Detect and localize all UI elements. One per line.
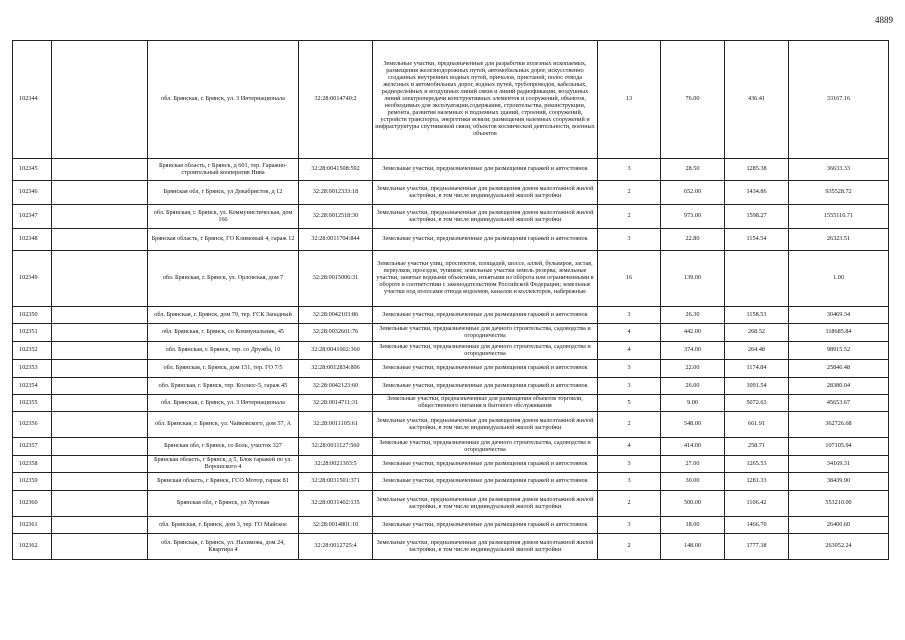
- table-row: [13, 181, 889, 205]
- cadastral-number-cell: 32:28:0021303:5: [299, 456, 373, 473]
- land-use-cell: Земельные участки, предназначенные для размещения гаражей и автостоянок: [373, 473, 598, 491]
- land-use-cell: Земельные участки, предназначенные для размещения гаражей и автостоянок: [373, 456, 598, 473]
- specific-value-cell: 1777.38: [725, 534, 789, 560]
- address-cell: обл. Брянская, г. Брянск, дом 151, тер. ГО 7/5: [148, 360, 299, 378]
- area-cell: 26.00: [661, 378, 725, 395]
- address-cell: Брянская область, г Брянск, д 601, тер. Гаражно-строительный кооператив Нива: [148, 159, 299, 181]
- table-row: [13, 517, 889, 534]
- use-category-cell: 3: [598, 517, 661, 534]
- area-cell: 973.00: [661, 205, 725, 229]
- specific-value-cell: 1285.38: [725, 159, 789, 181]
- row-id-cell: 102346: [13, 181, 52, 205]
- area-cell: 28.50: [661, 159, 725, 181]
- empty-cell: [52, 41, 148, 159]
- area-cell: 22.80: [661, 229, 725, 251]
- cadastral-number-cell: 32:28:0032601:76: [299, 324, 373, 342]
- empty-cell: [52, 491, 148, 517]
- cadastral-value-cell: 36633.33: [789, 159, 889, 181]
- area-cell: 30.00: [661, 473, 725, 491]
- specific-value-cell: 1106.42: [725, 491, 789, 517]
- specific-value-cell: [725, 251, 789, 307]
- cadastral-number-cell: 32:28:0012725:4: [299, 534, 373, 560]
- empty-cell: [52, 473, 148, 491]
- address-cell: обл. Брянская, г. Брянск, дом 3, тер. ГО Майское: [148, 517, 299, 534]
- empty-cell: [52, 205, 148, 229]
- area-cell: 548.00: [661, 412, 725, 438]
- cadastral-value-cell: 26323.51: [789, 229, 889, 251]
- specific-value-cell: 436.41: [725, 41, 789, 159]
- table-row: [13, 307, 889, 324]
- land-use-cell: Земельные участки, предназначенные для дачного строительства, садоводства и огородничества: [373, 342, 598, 360]
- address-cell: обл. Брянская, г. Брянск, ул. Коммунистическая, дом 166: [148, 205, 299, 229]
- cadastral-value-cell: 26400.60: [789, 517, 889, 534]
- table-row: [13, 342, 889, 360]
- empty-cell: [52, 307, 148, 324]
- table-row: [13, 491, 889, 517]
- row-id-cell: 102362: [13, 534, 52, 560]
- area-cell: 9.00: [661, 395, 725, 412]
- table-row: [13, 324, 889, 342]
- table-row: [13, 412, 889, 438]
- address-cell: обл. Брянская, г. Брянск, ул. Орловская, дом 7: [148, 251, 299, 307]
- address-cell: Брянская область, г Брянск, ГО Климовый 4, гараж 12: [148, 229, 299, 251]
- row-id-cell: 102350: [13, 307, 52, 324]
- row-id-cell: 102344: [13, 41, 52, 159]
- cadastral-value-cell: 107105.94: [789, 438, 889, 456]
- use-category-cell: 3: [598, 159, 661, 181]
- land-use-cell: Земельные участки, предназначенные для размещения домов малоэтажной жилой застройки, в том числе индивидуальной жилой застройки: [373, 181, 598, 205]
- cadastral-value-cell: 263052.24: [789, 534, 889, 560]
- specific-value-cell: 258.71: [725, 438, 789, 456]
- cadastral-number-cell: 32:28:0042103:86: [299, 307, 373, 324]
- use-category-cell: 3: [598, 360, 661, 378]
- row-id-cell: 102349: [13, 251, 52, 307]
- cadastral-value-cell: 1555116.71: [789, 205, 889, 229]
- cadastral-number-cell: 32:28:0011105:61: [299, 412, 373, 438]
- cadastral-number-cell: 32:28:0014711:31: [299, 395, 373, 412]
- row-id-cell: 102347: [13, 205, 52, 229]
- address-cell: Брянская область, г Брянск, д 5, Блок гаражей по ул. Ворошского 4: [148, 456, 299, 473]
- cadastral-number-cell: 32:28:0015006:31: [299, 251, 373, 307]
- area-cell: 22.00: [661, 360, 725, 378]
- cadastral-value-cell: 30469.34: [789, 307, 889, 324]
- row-id-cell: 102357: [13, 438, 52, 456]
- use-category-cell: 2: [598, 534, 661, 560]
- row-id-cell: 102360: [13, 491, 52, 517]
- cadastral-number-cell: 32:28:0042123:60: [299, 378, 373, 395]
- empty-cell: [52, 395, 148, 412]
- table-row: [13, 473, 889, 491]
- land-use-cell: Земельные участки, предназначенные для размещения объектов торговли, общественного питания и бытового обслуживания: [373, 395, 598, 412]
- cadastral-number-cell: 32:28:0012834:806: [299, 360, 373, 378]
- cadastral-value-cell: 553210.00: [789, 491, 889, 517]
- row-id-cell: 102348: [13, 229, 52, 251]
- use-category-cell: 2: [598, 181, 661, 205]
- area-cell: 139.00: [661, 251, 725, 307]
- specific-value-cell: 5072.63: [725, 395, 789, 412]
- row-id-cell: 102354: [13, 378, 52, 395]
- empty-cell: [52, 324, 148, 342]
- land-use-cell: Земельные участки, предназначенные для размещения гаражей и автостоянок: [373, 517, 598, 534]
- specific-value-cell: 1265.53: [725, 456, 789, 473]
- empty-cell: [52, 438, 148, 456]
- cadastral-number-cell: 32:28:0012518:30: [299, 205, 373, 229]
- land-use-cell: Земельные участки, предназначенные для размещения гаражей и автостоянок: [373, 229, 598, 251]
- table-row: [13, 205, 889, 229]
- cadastral-number-cell: 32:28:0031501:371: [299, 473, 373, 491]
- specific-value-cell: 268.52: [725, 324, 789, 342]
- table-row: [13, 438, 889, 456]
- area-cell: 27.00: [661, 456, 725, 473]
- use-category-cell: 3: [598, 229, 661, 251]
- cadastral-value-cell: 34169.31: [789, 456, 889, 473]
- specific-value-cell: 661.91: [725, 412, 789, 438]
- table-row: [13, 159, 889, 181]
- table-body: [13, 41, 889, 560]
- page-number: 4889: [875, 15, 893, 25]
- use-category-cell: 13: [598, 41, 661, 159]
- address-cell: обл. Брянская, г. Брянск, ул. 3 Интернационала: [148, 41, 299, 159]
- use-category-cell: 4: [598, 342, 661, 360]
- row-id-cell: 102353: [13, 360, 52, 378]
- land-use-cell: Земельные участки, предназначенные для размещения домов малоэтажной жилой застройки, в том числе индивидуальной жилой застройки: [373, 205, 598, 229]
- cadastral-value-cell: 33167.16: [789, 41, 889, 159]
- row-id-cell: 102356: [13, 412, 52, 438]
- area-cell: 500.00: [661, 491, 725, 517]
- empty-cell: [52, 342, 148, 360]
- cadastral-value-cell: 118685.84: [789, 324, 889, 342]
- address-cell: обл. Брянская, г. Брянск, ул. 3 Интернационала: [148, 395, 299, 412]
- empty-cell: [52, 378, 148, 395]
- table-row: [13, 251, 889, 307]
- use-category-cell: 2: [598, 491, 661, 517]
- area-cell: 374.00: [661, 342, 725, 360]
- empty-cell: [52, 412, 148, 438]
- use-category-cell: 2: [598, 412, 661, 438]
- specific-value-cell: 1158.53: [725, 307, 789, 324]
- table-row: [13, 360, 889, 378]
- address-cell: Брянская обл, г Брянск, ул Лутовая: [148, 491, 299, 517]
- land-use-cell: Земельные участки, предназначенные для размещения гаражей и автостоянок: [373, 307, 598, 324]
- address-cell: обл. Брянская, г. Брянск, тер. Космос-5, гараж 45: [148, 378, 299, 395]
- use-category-cell: 3: [598, 307, 661, 324]
- address-cell: обл. Брянская, г. Брянск, дом 79, тер. ГСК Западный: [148, 307, 299, 324]
- use-category-cell: 3: [598, 456, 661, 473]
- use-category-cell: 3: [598, 473, 661, 491]
- area-cell: 652.00: [661, 181, 725, 205]
- table-row: [13, 229, 889, 251]
- address-cell: Брянская обл, г Брянск, со Боль, участок 327: [148, 438, 299, 456]
- cadastral-number-cell: 32:28:0014801:10: [299, 517, 373, 534]
- empty-cell: [52, 360, 148, 378]
- land-use-cell: Земельные участки, предназначенные для размещения домов малоэтажной жилой застройки, в том числе индивидуальной жилой застройки: [373, 491, 598, 517]
- cadastral-value-cell: 98915.52: [789, 342, 889, 360]
- cadastral-number-cell: 32:28:0012333:18: [299, 181, 373, 205]
- empty-cell: [52, 517, 148, 534]
- area-cell: 76.00: [661, 41, 725, 159]
- cadastral-value-cell: 935528.72: [789, 181, 889, 205]
- land-use-cell: Земельные участки, предназначенные для дачного строительства, садоводства и огородничества: [373, 324, 598, 342]
- area-cell: 442.00: [661, 324, 725, 342]
- cadastral-number-cell: 32:28:0041002:360: [299, 342, 373, 360]
- land-use-cell: Земельные участки, предназначенные для дачного строительства, садоводства и огородничества: [373, 438, 598, 456]
- specific-value-cell: 1434.86: [725, 181, 789, 205]
- use-category-cell: 5: [598, 395, 661, 412]
- cadastral-number-cell: 32:28:0031402:135: [299, 491, 373, 517]
- table-row: [13, 41, 889, 159]
- empty-cell: [52, 251, 148, 307]
- land-use-cell: Земельные участки улиц, проспектов, площадей, шоссе, аллей, бульваров, застав, переулков, проездов, тупиков; земельные участки земель резерва; земельные участки, занятые водными объектами, изъятыми из оборота или ограниченными в обороте в соответствии с законодательством Российской Федерации; земельные участки под полосами отвода водоемов, каналов и коллекторов, набережные: [373, 251, 598, 307]
- empty-cell: [52, 534, 148, 560]
- row-id-cell: 102345: [13, 159, 52, 181]
- address-cell: обл. Брянская, г. Брянск, ул. Нахимова, дом 24, Квартира 4: [148, 534, 299, 560]
- land-use-cell: Земельные участки, предназначенные для разработки полезных ископаемых, размещения железнодорожных путей, автомобильных дорог, искусственно созданных внутренних водных путей, причалов, пристаней, полос отвода железных и автомобильных дорог, водных путей, трубопроводов, кабельных, радиорелейных и воздушных линий связи и линий радиофикации, воздушных линий электропередачи конструктивных элементов и сооружений, объектов, необходимых для эксплуатации,содержания, строительства, реконструкции, ремонта, развития наземных и подземных зданий, строений, сооружений, устройств транспорта, энергетики ясвязи; размещения наземных сооружений и инфраструктуры спутниковой связи, объектов космической деятельности, военных объектов: [373, 41, 598, 159]
- cadastral-value-cell: 25846.48: [789, 360, 889, 378]
- specific-value-cell: 1598.27: [725, 205, 789, 229]
- land-use-cell: Земельные участки, предназначенные для размещения домов малоэтажной жилой застройки, в том числе индивидуальной жилой застройки: [373, 412, 598, 438]
- cadastral-number-cell: 32:28:0011127:560: [299, 438, 373, 456]
- row-id-cell: 102358: [13, 456, 52, 473]
- empty-cell: [52, 229, 148, 251]
- empty-cell: [52, 456, 148, 473]
- use-category-cell: 3: [598, 378, 661, 395]
- address-cell: Брянская обл, г Брянск, ул Декабристов, д 12: [148, 181, 299, 205]
- area-cell: 148.00: [661, 534, 725, 560]
- land-use-cell: Земельные участки, предназначенные для размещения гаражей и автостоянок: [373, 360, 598, 378]
- cadastral-value-table: [12, 40, 889, 560]
- cadastral-value-cell: 45653.67: [789, 395, 889, 412]
- specific-value-cell: 264.48: [725, 342, 789, 360]
- row-id-cell: 102351: [13, 324, 52, 342]
- table-row: [13, 534, 889, 560]
- address-cell: обл. Брянская, г. Брянск, тер. со Дружба, 10: [148, 342, 299, 360]
- cadastral-value-cell: 38439.90: [789, 473, 889, 491]
- specific-value-cell: 1281.33: [725, 473, 789, 491]
- row-id-cell: 102352: [13, 342, 52, 360]
- empty-cell: [52, 159, 148, 181]
- address-cell: обл. Брянская, г. Брянск, ул. Чайковского, дом 57, А: [148, 412, 299, 438]
- cadastral-number-cell: 32:28:0041508:592: [299, 159, 373, 181]
- row-id-cell: 102359: [13, 473, 52, 491]
- table-row: [13, 395, 889, 412]
- cadastral-value-cell: 1.00: [789, 251, 889, 307]
- address-cell: обл. Брянская, г. Брянск, со Коммунальник, 45: [148, 324, 299, 342]
- cadastral-value-cell: 28380.04: [789, 378, 889, 395]
- use-category-cell: 16: [598, 251, 661, 307]
- area-cell: 18.00: [661, 517, 725, 534]
- cadastral-number-cell: 32:28:0011704:844: [299, 229, 373, 251]
- specific-value-cell: 1091.54: [725, 378, 789, 395]
- use-category-cell: 2: [598, 205, 661, 229]
- land-use-cell: Земельные участки, предназначенные для размещения гаражей и автостоянок: [373, 378, 598, 395]
- row-id-cell: 102361: [13, 517, 52, 534]
- table-row: [13, 378, 889, 395]
- area-cell: 26.30: [661, 307, 725, 324]
- specific-value-cell: 1466.70: [725, 517, 789, 534]
- specific-value-cell: 1154.54: [725, 229, 789, 251]
- use-category-cell: 4: [598, 438, 661, 456]
- use-category-cell: 4: [598, 324, 661, 342]
- land-use-cell: Земельные участки, предназначенные для размещения гаражей и автостоянок: [373, 159, 598, 181]
- cadastral-value-cell: 362726.68: [789, 412, 889, 438]
- empty-cell: [52, 181, 148, 205]
- specific-value-cell: 1174.84: [725, 360, 789, 378]
- address-cell: Брянская область, г Брянск, ГСО Мотор, гараж 81: [148, 473, 299, 491]
- area-cell: 414.00: [661, 438, 725, 456]
- table-row: [13, 456, 889, 473]
- row-id-cell: 102355: [13, 395, 52, 412]
- land-use-cell: Земельные участки, предназначенные для размещения домов малоэтажной жилой застройки, в том числе индивидуальной жилой застройки: [373, 534, 598, 560]
- cadastral-number-cell: 32:28:0014740:2: [299, 41, 373, 159]
